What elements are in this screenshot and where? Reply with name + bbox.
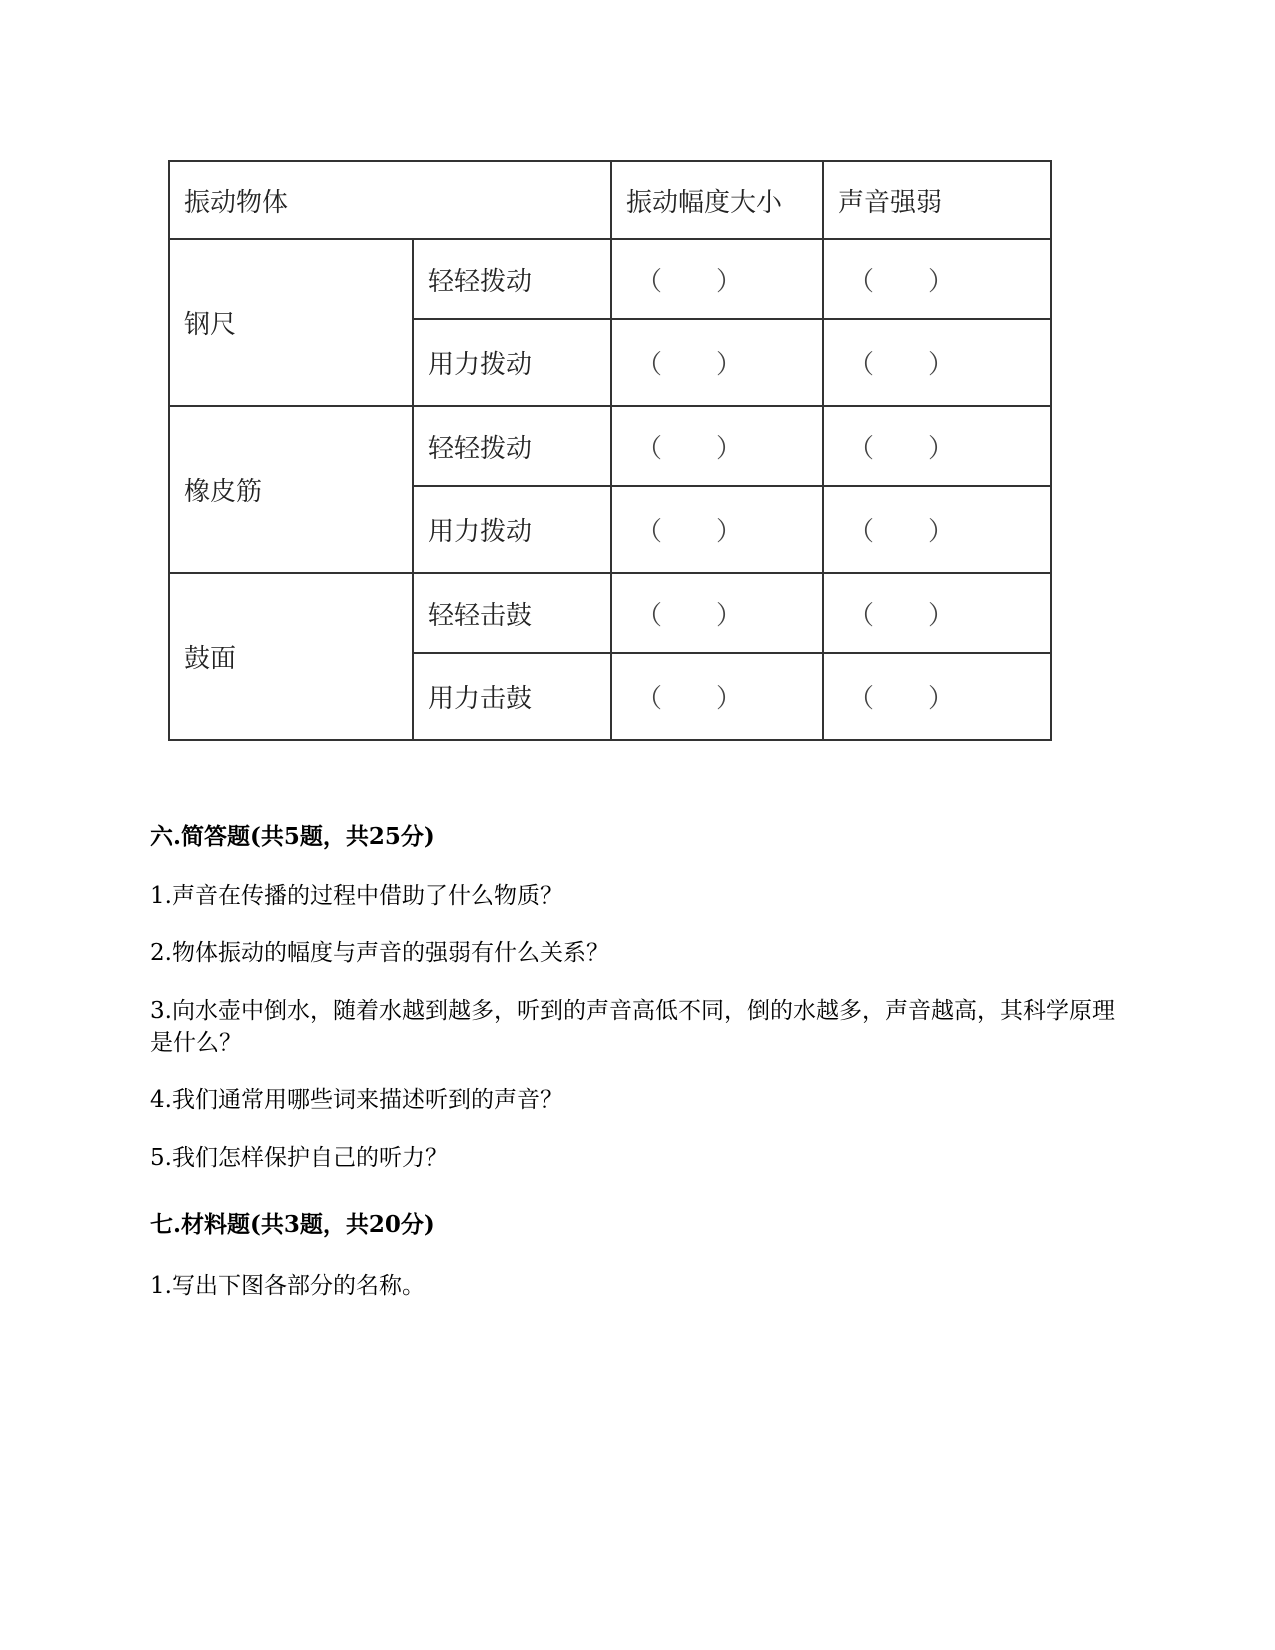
- action-cell: 用力拨动: [413, 486, 611, 573]
- question-item: 5.我们怎样保护自己的听力？: [150, 1145, 448, 1171]
- table-row: [169, 406, 1051, 486]
- strength-blank[interactable]: （ ）: [823, 239, 1051, 319]
- action-cell: 轻轻拨动: [413, 406, 611, 486]
- question-item: 2.物体振动的幅度与声音的强弱有什么关系？: [150, 940, 609, 966]
- object-cell: 鼓面: [169, 573, 413, 740]
- action-cell: 轻轻击鼓: [413, 573, 611, 653]
- vibration-table: [168, 160, 1052, 741]
- strength-blank[interactable]: （ ）: [823, 486, 1051, 573]
- object-cell: 钢尺: [169, 239, 413, 406]
- question-item: 1.写出下图各部分的名称。: [150, 1273, 425, 1299]
- action-cell: 用力击鼓: [413, 653, 611, 740]
- object-cell: 橡皮筋: [169, 406, 413, 573]
- table-row: [169, 239, 1051, 319]
- header-object: 振动物体: [169, 161, 611, 239]
- table-header-row: [169, 161, 1051, 239]
- amplitude-blank[interactable]: （ ）: [611, 653, 823, 740]
- section7-title: 七.材料题(共3题，共20分): [150, 1211, 435, 1238]
- strength-blank[interactable]: （ ）: [823, 406, 1051, 486]
- amplitude-blank[interactable]: （ ）: [611, 406, 823, 486]
- question-item: 3.向水壶中倒水，随着水越到越多，听到的声音高低不同，倒的水越多，声音越高，其科学原理是什么？: [150, 998, 1115, 1056]
- strength-blank[interactable]: （ ）: [823, 319, 1051, 406]
- action-cell: 用力拨动: [413, 319, 611, 406]
- header-amplitude: 振动幅度大小: [611, 161, 823, 239]
- strength-blank[interactable]: （ ）: [823, 573, 1051, 653]
- header-strength: 声音强弱: [823, 161, 1051, 239]
- amplitude-blank[interactable]: （ ）: [611, 486, 823, 573]
- amplitude-blank[interactable]: （ ）: [611, 239, 823, 319]
- question-item: 1.声音在传播的过程中借助了什么物质？: [150, 883, 563, 909]
- amplitude-blank[interactable]: （ ）: [611, 319, 823, 406]
- question-item: 4.我们通常用哪些词来描述听到的声音？: [150, 1087, 563, 1113]
- section6-title: 六.简答题(共5题，共25分): [150, 823, 435, 850]
- amplitude-blank[interactable]: （ ）: [611, 573, 823, 653]
- strength-blank[interactable]: （ ）: [823, 653, 1051, 740]
- action-cell: 轻轻拨动: [413, 239, 611, 319]
- table-row: [169, 573, 1051, 653]
